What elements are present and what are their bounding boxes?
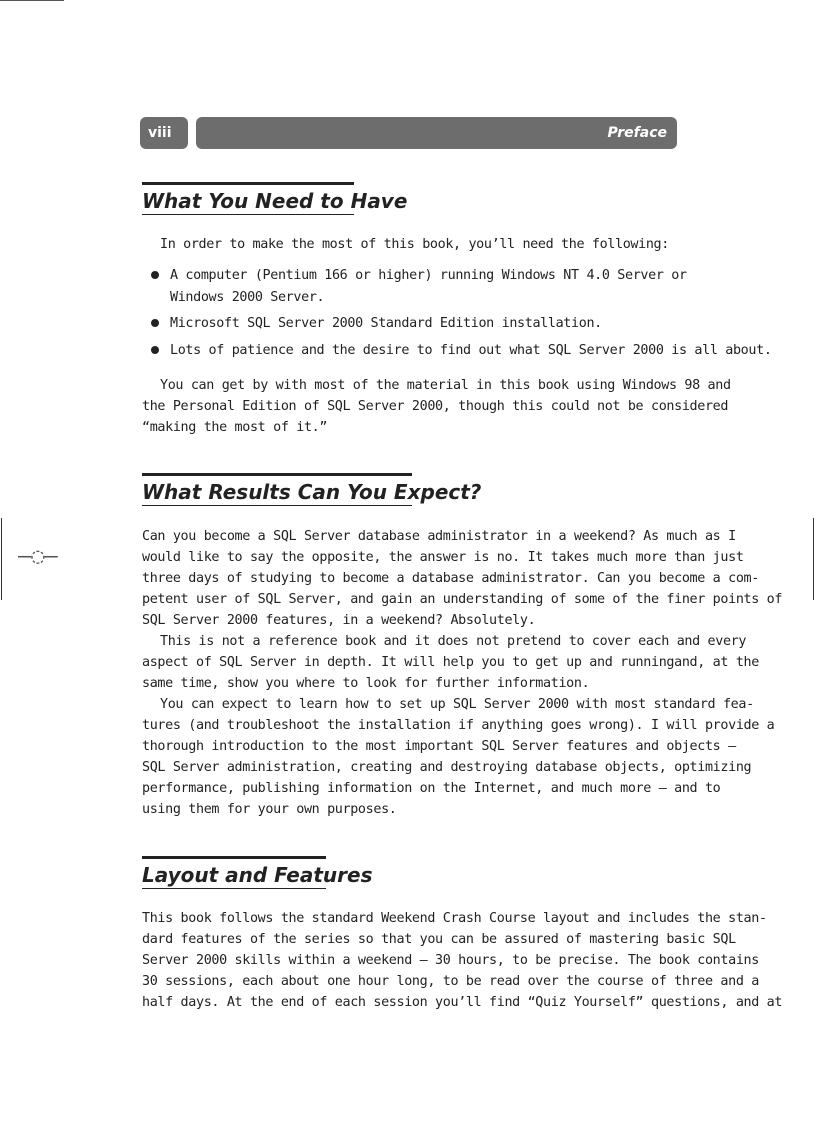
paragraph-line: In order to make the most of this book, you’ll need the following: [160,237,669,252]
paragraph-line: aspect of SQL Server in depth. It will help you to get up and runningand, at the [142,655,759,670]
section-heading-results: What Results Can You Expect? [142,473,412,506]
paragraph-line: tures (and troubleshoot the installation if anything goes wrong). I will provide a [142,718,775,733]
list-item-line: Lots of patience and the desire to find out what SQL Server 2000 is all about. [170,343,772,358]
paragraph-line: the Personal Edition of SQL Server 2000, though this could not be considered [142,399,729,414]
paragraph-line: “making the most of it.” [142,420,328,435]
running-header-section: Preface [196,117,677,149]
paragraph-line: petent user of SQL Server, and gain an understanding of some of the finer points of [142,592,783,607]
paragraph-line: This is not a reference book and it does not pretend to cover each and every [160,634,747,649]
paragraph-line: 30 sessions, each about one hour long, to be read over the course of three and a [142,974,759,989]
paragraph-line: This book follows the standard Weekend Crash Course layout and includes the stan- [142,911,767,926]
margin-rule-right [813,518,814,600]
paragraph-line: You can expect to learn how to set up SQL Server 2000 with most standard fea- [160,697,754,712]
registration-mark-icon: –◌– [18,544,58,569]
paragraph-line: three days of studying to become a database administrator. Can you become a com- [142,571,759,586]
paragraph-line: half days. At the end of each session you’ll find “Quiz Yourself” questions, and at [142,995,783,1010]
section-heading-need: What You Need to Have [142,182,354,215]
paragraph-line: Server 2000 skills within a weekend — 30 hours, to be precise. The book contains [142,953,759,968]
bullet-icon [151,319,159,327]
section-heading-layout: Layout and Features [142,856,326,889]
paragraph-line: SQL Server administration, creating and destroying database objects, optimizing [142,760,752,775]
list-item-line: Microsoft SQL Server 2000 Standard Edition installation. [170,316,602,331]
paragraph-line: thorough introduction to the most important SQL Server features and objects — [142,739,736,754]
bullet-icon [151,346,159,354]
crop-mark-top [0,0,64,4]
list-item-line: Windows 2000 Server. [170,290,325,305]
paragraph-line: same time, show you where to look for further information. [142,676,590,691]
paragraph-line: using them for your own purposes. [142,802,397,817]
paragraph-line: performance, publishing information on the Internet, and much more — and to [142,781,721,796]
list-item-line: A computer (Pentium 166 or higher) running Windows NT 4.0 Server or [170,268,687,283]
paragraph-line: You can get by with most of the material in this book using Windows 98 and [160,378,731,393]
bullet-icon [151,271,159,279]
paragraph-line: Can you become a SQL Server database administrator in a weekend? As much as I [142,529,736,544]
paragraph-line: dard features of the series so that you can be assured of mastering basic SQL [142,932,736,947]
page-number-tab: viii [140,117,188,149]
paragraph-line: would like to say the opposite, the answer is no. It takes much more than just [142,550,744,565]
margin-rule-left [1,518,2,600]
paragraph-line: SQL Server 2000 features, in a weekend? Absolutely. [142,613,536,628]
